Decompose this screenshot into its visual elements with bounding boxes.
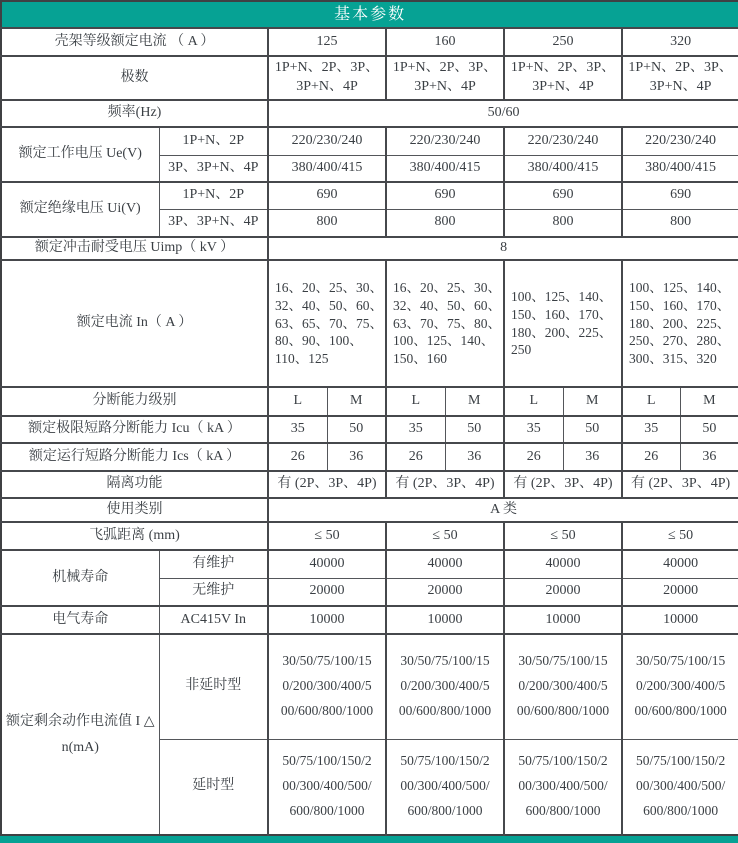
cell-breaking-level-3: M (445, 387, 504, 416)
cell-breaking-level-1: M (327, 387, 386, 416)
cell-ics-3: 36 (445, 443, 504, 471)
cell-rated-current-125: 16、20、25、30、32、40、50、60、63、65、70、75、80、90、100、110、125 (268, 260, 386, 387)
sub-label-residual-current-0: 非延时型 (159, 634, 268, 739)
cell-shell-current-320: 320 (622, 28, 738, 56)
cell-residual-current-1-320: 50/75/100/150/200/300/400/500/600/800/1000 (622, 739, 738, 835)
cell-insulation-voltage-1-125: 800 (268, 209, 386, 237)
cell-working-voltage-0-160: 220/230/240 (386, 127, 504, 155)
cell-ics-5: 36 (563, 443, 622, 471)
sub-label-mechanical-life-0: 有维护 (159, 550, 268, 578)
cell-poles-250: 1P+N、2P、3P、3P+N、4P (504, 56, 622, 100)
cell-isolation-250: 有 (2P、3P、4P) (504, 471, 622, 498)
cell-mechanical-life-0-160: 40000 (386, 550, 504, 578)
table-title: 基本参数 (1, 1, 738, 28)
cell-arc-distance-160: ≤ 50 (386, 522, 504, 550)
sub-label-insulation-voltage-1: 3P、3P+N、4P (159, 209, 268, 237)
cell-residual-current-0-320: 30/50/75/100/150/200/300/400/500/600/800/1000 (622, 634, 738, 739)
cell-shell-current-250: 250 (504, 28, 622, 56)
cell-mechanical-life-0-250: 40000 (504, 550, 622, 578)
sub-label-working-voltage-0: 1P+N、2P (159, 127, 268, 155)
cell-impulse-voltage: 8 (268, 237, 738, 260)
cell-insulation-voltage-1-250: 800 (504, 209, 622, 237)
cell-mechanical-life-0-320: 40000 (622, 550, 738, 578)
cell-isolation-160: 有 (2P、3P、4P) (386, 471, 504, 498)
row-label-impulse-voltage: 额定冲击耐受电压 Uimp（ kV ） (1, 237, 268, 260)
cell-rated-current-250: 100、125、140、150、160、170、180、200、225、250 (504, 260, 622, 387)
cell-residual-current-0-125: 30/50/75/100/150/200/300/400/500/600/800/1000 (268, 634, 386, 739)
cell-working-voltage-1-125: 380/400/415 (268, 155, 386, 182)
row-label-shell-current: 壳架等级额定电流 （ A ） (1, 28, 268, 56)
cell-arc-distance-250: ≤ 50 (504, 522, 622, 550)
cell-electrical-life-125: 10000 (268, 606, 386, 634)
row-label-rated-current: 额定电流 In（ A ） (1, 260, 268, 387)
cell-icu-7: 50 (680, 416, 738, 443)
cell-breaking-level-5: M (563, 387, 622, 416)
cell-arc-distance-320: ≤ 50 (622, 522, 738, 550)
cell-working-voltage-1-160: 380/400/415 (386, 155, 504, 182)
bottom-accent-bar (0, 836, 738, 843)
row-label-breaking-level: 分断能力级别 (1, 387, 268, 416)
cell-mechanical-life-1-320: 20000 (622, 578, 738, 606)
cell-electrical-life-250: 10000 (504, 606, 622, 634)
row-label-usage-category: 使用类别 (1, 498, 268, 522)
row-label-electrical-life: 电气寿命 (1, 606, 159, 634)
cell-ics-4: 26 (504, 443, 563, 471)
cell-isolation-125: 有 (2P、3P、4P) (268, 471, 386, 498)
cell-breaking-level-0: L (268, 387, 327, 416)
cell-ics-1: 36 (327, 443, 386, 471)
cell-shell-current-125: 125 (268, 28, 386, 56)
cell-rated-current-320: 100、125、140、150、160、170、180、200、225、250、270、280、300、315、320 (622, 260, 738, 387)
sub-label-mechanical-life-1: 无维护 (159, 578, 268, 606)
sub-label-residual-current-1: 延时型 (159, 739, 268, 835)
row-label-mechanical-life: 机械寿命 (1, 550, 159, 606)
cell-icu-2: 35 (386, 416, 445, 443)
cell-insulation-voltage-1-160: 800 (386, 209, 504, 237)
cell-icu-5: 50 (563, 416, 622, 443)
row-label-poles: 极数 (1, 56, 268, 100)
cell-frequency: 50/60 (268, 100, 738, 127)
cell-working-voltage-0-250: 220/230/240 (504, 127, 622, 155)
row-label-insulation-voltage: 额定绝缘电压 Ui(V) (1, 182, 159, 237)
sub-label-electrical-life-0: AC415V In (159, 606, 268, 634)
sub-label-working-voltage-1: 3P、3P+N、4P (159, 155, 268, 182)
cell-rated-current-160: 16、20、25、30、32、40、50、60、63、70、75、80、100、125、140、150、160 (386, 260, 504, 387)
row-label-working-voltage: 额定工作电压 Ue(V) (1, 127, 159, 182)
cell-insulation-voltage-0-125: 690 (268, 182, 386, 209)
row-label-icu: 额定极限短路分断能力 Icu（ kA ） (1, 416, 268, 443)
cell-icu-4: 35 (504, 416, 563, 443)
cell-mechanical-life-1-125: 20000 (268, 578, 386, 606)
row-label-ics: 额定运行短路分断能力 Ics（ kA ） (1, 443, 268, 471)
cell-ics-7: 36 (680, 443, 738, 471)
cell-electrical-life-160: 10000 (386, 606, 504, 634)
cell-breaking-level-2: L (386, 387, 445, 416)
cell-working-voltage-0-320: 220/230/240 (622, 127, 738, 155)
cell-mechanical-life-1-250: 20000 (504, 578, 622, 606)
cell-ics-6: 26 (622, 443, 680, 471)
cell-ics-2: 26 (386, 443, 445, 471)
row-label-residual-current: 额定剩余动作电流值 I △ n(mA) (1, 634, 159, 835)
cell-breaking-level-4: L (504, 387, 563, 416)
cell-residual-current-1-160: 50/75/100/150/200/300/400/500/600/800/1000 (386, 739, 504, 835)
cell-insulation-voltage-0-160: 690 (386, 182, 504, 209)
cell-icu-1: 50 (327, 416, 386, 443)
cell-mechanical-life-0-125: 40000 (268, 550, 386, 578)
sub-label-insulation-voltage-0: 1P+N、2P (159, 182, 268, 209)
cell-icu-3: 50 (445, 416, 504, 443)
cell-working-voltage-1-320: 380/400/415 (622, 155, 738, 182)
cell-residual-current-0-250: 30/50/75/100/150/200/300/400/500/600/800/1000 (504, 634, 622, 739)
row-label-frequency: 频率(Hz) (1, 100, 268, 127)
cell-working-voltage-1-250: 380/400/415 (504, 155, 622, 182)
cell-poles-160: 1P+N、2P、3P、3P+N、4P (386, 56, 504, 100)
cell-ics-0: 26 (268, 443, 327, 471)
cell-breaking-level-7: M (680, 387, 738, 416)
cell-breaking-level-6: L (622, 387, 680, 416)
cell-residual-current-0-160: 30/50/75/100/150/200/300/400/500/600/800/1000 (386, 634, 504, 739)
cell-shell-current-160: 160 (386, 28, 504, 56)
cell-isolation-320: 有 (2P、3P、4P) (622, 471, 738, 498)
row-label-isolation: 隔离功能 (1, 471, 268, 498)
cell-arc-distance-125: ≤ 50 (268, 522, 386, 550)
row-label-arc-distance: 飞弧距离 (mm) (1, 522, 268, 550)
cell-mechanical-life-1-160: 20000 (386, 578, 504, 606)
cell-electrical-life-320: 10000 (622, 606, 738, 634)
cell-icu-0: 35 (268, 416, 327, 443)
cell-insulation-voltage-1-320: 800 (622, 209, 738, 237)
cell-usage-category: A 类 (268, 498, 738, 522)
cell-insulation-voltage-0-320: 690 (622, 182, 738, 209)
cell-poles-125: 1P+N、2P、3P、3P+N、4P (268, 56, 386, 100)
cell-insulation-voltage-0-250: 690 (504, 182, 622, 209)
cell-working-voltage-0-125: 220/230/240 (268, 127, 386, 155)
cell-poles-320: 1P+N、2P、3P、3P+N、4P (622, 56, 738, 100)
cell-icu-6: 35 (622, 416, 680, 443)
cell-residual-current-1-250: 50/75/100/150/200/300/400/500/600/800/1000 (504, 739, 622, 835)
cell-residual-current-1-125: 50/75/100/150/200/300/400/500/600/800/1000 (268, 739, 386, 835)
